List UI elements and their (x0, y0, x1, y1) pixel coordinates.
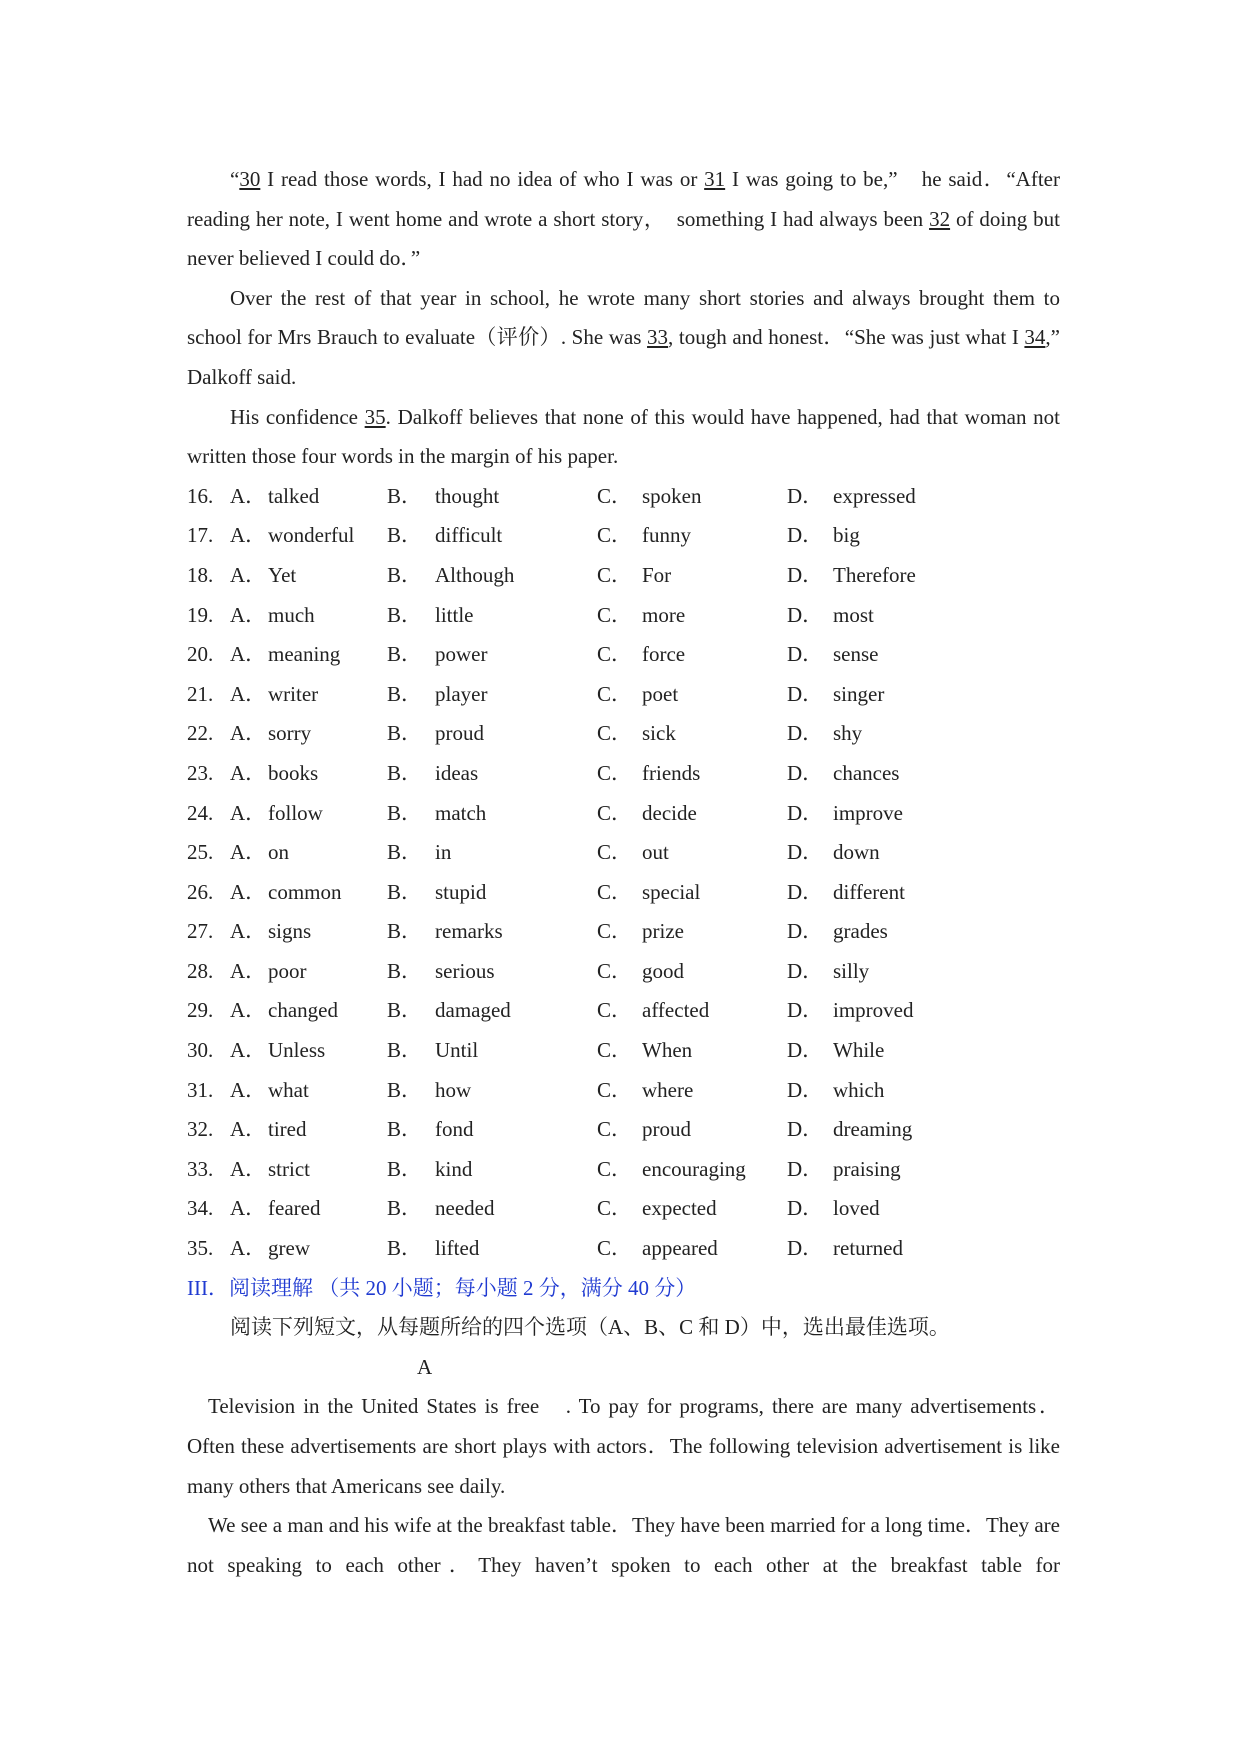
blank-32: 32 (929, 206, 951, 231)
option-text-d: chances (833, 760, 900, 785)
option-text-a: sorry (268, 721, 312, 746)
option-text-a: strict (268, 1156, 310, 1181)
blank-30: 30 (239, 167, 261, 191)
option-text-a: wonderful (268, 523, 355, 548)
option-text-d: silly (833, 958, 870, 983)
question-row (187, 754, 1060, 794)
passage-paragraph-3 (187, 398, 1060, 477)
question-row (187, 873, 1060, 913)
option-letter-a: A． (230, 919, 267, 944)
question-number: 20. (187, 642, 214, 667)
question-row (187, 952, 1060, 992)
question-number: 31. (187, 1077, 214, 1102)
option-text-c: affected (642, 998, 710, 1023)
option-text-b: remarks (435, 919, 503, 944)
question-row (187, 714, 1060, 754)
option-text-d: While (833, 1038, 885, 1063)
question-row (187, 794, 1060, 834)
option-letter-a: A． (230, 840, 267, 865)
option-letter-b: B． (387, 1038, 423, 1063)
option-letter-d: D． (787, 562, 824, 587)
option-text-c: proud (642, 1117, 691, 1142)
option-letter-b: B． (387, 483, 423, 508)
option-letter-a: A． (230, 1077, 267, 1102)
option-letter-a: A． (230, 879, 267, 904)
option-text-a: what (268, 1077, 309, 1102)
option-text-a: grew (268, 1236, 310, 1261)
question-number: 33. (187, 1156, 214, 1181)
option-letter-a: A． (230, 562, 267, 587)
option-letter-b: B． (387, 1236, 423, 1261)
option-text-d: shy (833, 721, 863, 746)
option-letter-a: A． (230, 681, 267, 706)
option-text-d: different (833, 879, 905, 904)
question-row (187, 1110, 1060, 1150)
question-number: 19. (187, 602, 214, 627)
option-letter-d: D． (787, 998, 824, 1023)
section-3-instruction: 阅读下列短文，从每题所给的四个选项（A、B、C 和 D）中，选出最佳选项。 (230, 1315, 950, 1340)
question-row (187, 477, 1060, 517)
option-text-b: needed (435, 1196, 495, 1221)
option-text-d: Therefore (833, 562, 916, 587)
option-letter-b: B． (387, 1196, 423, 1221)
option-text-c: special (642, 879, 701, 904)
option-text-d: down (833, 840, 880, 865)
option-letter-a: A． (230, 642, 267, 667)
option-text-c: appeared (642, 1236, 718, 1261)
option-letter-b: B． (387, 800, 423, 825)
option-text-b: power (435, 642, 488, 667)
option-letter-a: A． (230, 1196, 267, 1221)
option-text-b: stupid (435, 879, 487, 904)
option-letter-a: A． (230, 523, 267, 548)
reading-paragraph-2: We see a man and his wife at the breakfast table．They have been married for a long time．They are not speaking to each other．They haven’t spoken to each other at the breakfast table for (187, 1513, 1060, 1577)
section-3-title: III．阅读理解 （共 20 小题；每小题 2 分，满分 40 分） (187, 1275, 697, 1300)
option-letter-d: D． (787, 483, 824, 508)
option-text-c: For (642, 562, 672, 587)
option-text-d: grades (833, 919, 888, 944)
question-number: 27. (187, 919, 214, 944)
option-letter-c: C． (597, 998, 633, 1023)
text-run: His confidence (230, 404, 365, 429)
option-text-a: tired (268, 1117, 307, 1142)
option-text-b: damaged (435, 998, 511, 1023)
exam-page (187, 160, 1081, 1585)
option-letter-d: D． (787, 1117, 824, 1142)
question-row (187, 833, 1060, 873)
option-text-b: fond (435, 1117, 474, 1142)
question-row (187, 1189, 1060, 1229)
option-letter-d: D． (787, 760, 824, 785)
option-text-c: force (642, 642, 686, 667)
option-text-d: loved (833, 1196, 880, 1221)
option-text-c: funny (642, 523, 691, 548)
option-letter-c: C． (597, 602, 633, 627)
option-letter-c: C． (597, 760, 633, 785)
option-letter-c: C． (597, 800, 633, 825)
option-letter-d: D． (787, 721, 824, 746)
option-text-c: spoken (642, 483, 702, 508)
option-text-a: on (268, 840, 289, 865)
blank-34: 34 (1024, 325, 1046, 350)
blank-31: 31 (704, 167, 726, 191)
question-row (187, 635, 1060, 675)
option-text-b: Although (435, 562, 515, 587)
option-text-b: match (435, 800, 487, 825)
question-number: 23. (187, 760, 214, 785)
option-text-a: Unless (268, 1038, 326, 1063)
option-letter-c: C． (597, 1077, 633, 1102)
question-number: 17. (187, 523, 214, 548)
option-letter-d: D． (787, 1236, 824, 1261)
option-letter-c: C． (597, 523, 633, 548)
option-letter-d: D． (787, 681, 824, 706)
blank-35: 35 (364, 404, 386, 429)
option-text-c: encouraging (642, 1156, 746, 1181)
text-run: ,” Dalkoff said. (187, 325, 1081, 389)
option-text-b: Until (435, 1038, 479, 1063)
option-letter-d: D． (787, 1077, 824, 1102)
option-letter-a: A． (230, 483, 267, 508)
option-letter-c: C． (597, 840, 633, 865)
option-letter-c: C． (597, 721, 633, 746)
question-number: 28. (187, 958, 214, 983)
option-text-d: improve (833, 800, 903, 825)
question-row (187, 991, 1060, 1031)
option-text-c: prize (642, 919, 684, 944)
option-letter-b: B． (387, 523, 423, 548)
passage-paragraph-2 (187, 279, 1081, 398)
option-text-c: out (642, 840, 669, 865)
option-letter-a: A． (230, 800, 267, 825)
option-letter-b: B． (387, 760, 423, 785)
option-text-c: decide (642, 800, 697, 825)
question-row (187, 596, 1060, 636)
option-letter-b: B． (387, 840, 423, 865)
option-text-b: ideas (435, 760, 479, 785)
text-run: I read those words, I had no idea of who I was or (260, 167, 705, 191)
option-letter-b: B． (387, 721, 423, 746)
question-number: 16. (187, 483, 214, 508)
question-row (187, 675, 1060, 715)
option-letter-b: B． (387, 998, 423, 1023)
option-text-c: more (642, 602, 686, 627)
option-letter-d: D． (787, 1196, 824, 1221)
option-text-d: returned (833, 1236, 903, 1261)
option-letter-b: B． (387, 642, 423, 667)
option-text-b: how (435, 1077, 472, 1102)
option-text-d: singer (833, 681, 885, 706)
option-letter-c: C． (597, 681, 633, 706)
option-letter-b: B． (387, 1117, 423, 1142)
option-text-d: sense (833, 642, 879, 667)
question-row (187, 912, 1060, 952)
option-text-d: dreaming (833, 1117, 913, 1142)
option-letter-c: C． (597, 483, 633, 508)
question-number: 32. (187, 1117, 214, 1142)
text-run: . Dalkoff believes that none of this would have happened, had that woman not written those four words in the margin of his paper. (187, 404, 1060, 469)
question-number: 18. (187, 562, 214, 587)
option-text-d: improved (833, 998, 914, 1023)
option-text-a: follow (268, 800, 323, 825)
passage-paragraph-1 (187, 160, 1060, 279)
question-number: 25. (187, 840, 214, 865)
option-letter-b: B． (387, 919, 423, 944)
option-letter-a: A． (230, 998, 267, 1023)
option-text-b: player (435, 681, 488, 706)
option-text-a: poor (268, 958, 307, 983)
text-run: Over the rest of that year in school, he wrote many short stories and always brought them to school for Mrs Brauch to evaluate（评价）. She was (187, 285, 1060, 350)
option-text-d: most (833, 602, 874, 627)
text-run: of doing but never believed I could do．” (187, 206, 1060, 271)
option-letter-a: A． (230, 958, 267, 983)
option-text-a: much (268, 602, 315, 627)
question-number: 29. (187, 998, 214, 1023)
option-letter-a: A． (230, 602, 267, 627)
option-text-c: where (642, 1077, 694, 1102)
option-text-c: friends (642, 760, 701, 785)
option-letter-c: C． (597, 562, 633, 587)
option-text-b: difficult (435, 523, 503, 548)
option-text-a: signs (268, 919, 312, 944)
option-letter-c: C． (597, 919, 633, 944)
option-letter-b: B． (387, 681, 423, 706)
option-letter-d: D． (787, 642, 824, 667)
question-number: 30. (187, 1038, 214, 1063)
option-letter-c: C． (597, 1196, 633, 1221)
option-letter-d: D． (787, 1038, 824, 1063)
option-text-c: poet (642, 681, 679, 706)
question-row (187, 516, 1060, 556)
option-text-a: writer (268, 681, 319, 706)
option-letter-a: A． (230, 1117, 267, 1142)
option-text-b: thought (435, 483, 500, 508)
text-run: I was going to be,” he said．“After reading her note, I went home and wrote a short story， something I had always been (187, 167, 1060, 231)
option-letter-d: D． (787, 800, 824, 825)
question-row (187, 556, 1060, 596)
option-letter-c: C． (597, 879, 633, 904)
option-letter-d: D． (787, 879, 824, 904)
option-letter-d: D． (787, 523, 824, 548)
question-number: 26. (187, 879, 214, 904)
option-letter-b: B． (387, 1077, 423, 1102)
question-number: 21. (187, 681, 214, 706)
question-list (187, 477, 1060, 1269)
passage-label: A (417, 1354, 433, 1379)
question-number: 34. (187, 1196, 214, 1221)
question-row (187, 1229, 1060, 1269)
option-text-b: proud (435, 721, 484, 746)
option-letter-d: D． (787, 602, 824, 627)
option-text-d: which (833, 1077, 885, 1102)
option-text-d: expressed (833, 483, 916, 508)
option-text-b: in (435, 840, 452, 865)
option-text-c: expected (642, 1196, 717, 1221)
option-text-b: lifted (435, 1236, 480, 1261)
option-text-a: changed (268, 998, 338, 1023)
option-letter-d: D． (787, 958, 824, 983)
option-text-a: Yet (268, 562, 297, 587)
option-letter-a: A． (230, 1236, 267, 1261)
option-text-a: feared (268, 1196, 321, 1221)
question-row (187, 1150, 1060, 1190)
question-number: 35. (187, 1236, 214, 1261)
option-text-a: common (268, 879, 342, 904)
option-text-a: books (268, 760, 319, 785)
option-letter-a: A． (230, 1156, 267, 1181)
reading-paragraph-1: Television in the United States is free . To pay for programs, there are many advertisements．Often these advertisements are short plays with actors．The following television advertisement is like many others that Americans see daily. (187, 1394, 1060, 1498)
option-letter-b: B． (387, 879, 423, 904)
option-letter-d: D． (787, 1156, 824, 1181)
option-text-a: meaning (268, 642, 341, 667)
option-letter-c: C． (597, 642, 633, 667)
text-run: , tough and honest．“She was just what I (668, 325, 1025, 350)
option-letter-b: B． (387, 602, 423, 627)
option-text-c: good (642, 958, 684, 983)
option-letter-b: B． (387, 958, 423, 983)
option-text-b: serious (435, 958, 495, 983)
option-letter-c: C． (597, 1236, 633, 1261)
text-run: “ (230, 167, 240, 191)
option-letter-c: C． (597, 958, 633, 983)
question-row (187, 1071, 1060, 1111)
option-letter-b: B． (387, 562, 423, 587)
question-number: 22. (187, 721, 214, 746)
option-text-d: praising (833, 1156, 901, 1181)
option-letter-c: C． (597, 1117, 633, 1142)
option-text-b: little (435, 602, 474, 627)
option-text-c: When (642, 1038, 693, 1063)
option-text-b: kind (435, 1156, 473, 1181)
question-number: 24. (187, 800, 214, 825)
option-text-c: sick (642, 721, 676, 746)
option-text-a: talked (268, 483, 320, 508)
option-letter-c: C． (597, 1156, 633, 1181)
option-letter-a: A． (230, 760, 267, 785)
blank-33: 33 (647, 325, 669, 350)
option-letter-a: A． (230, 721, 267, 746)
option-letter-d: D． (787, 840, 824, 865)
option-letter-a: A． (230, 1038, 267, 1063)
question-row (187, 1031, 1060, 1071)
option-letter-b: B． (387, 1156, 423, 1181)
option-text-d: big (833, 523, 860, 548)
option-letter-c: C． (597, 1038, 633, 1063)
option-letter-d: D． (787, 919, 824, 944)
